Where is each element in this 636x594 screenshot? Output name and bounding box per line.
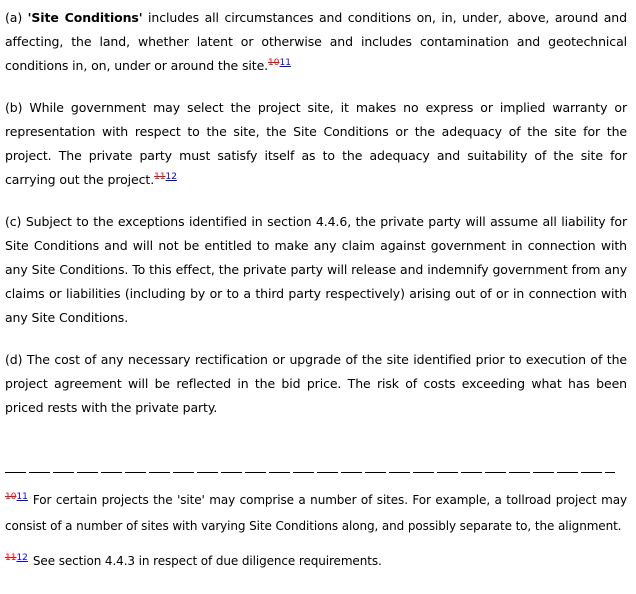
footnote-number-deleted: 10 [5,492,17,502]
footnote-number-inserted: 12 [16,553,28,563]
footnote-separator-line [5,472,615,473]
paragraph-b [5,96,627,192]
paragraph-a-defined-term: 'Site Conditions' [27,10,143,25]
footnote-ref-deleted: 11 [154,171,166,182]
footnote-1-text: For certain projects the 'site' may comprise a number of sites. For example, a tollroad project may consist of a number of sites with varying Site Conditions along, and possibly separate to, the alignment. [5,493,627,533]
footnote-number-inserted: 11 [16,492,28,502]
paragraph-a-text: includes all circumstances and conditions on, in, under, above, around and affecting, the land, whether latent or otherwise and includes contamination and geotechnical conditions in, on, under or around the site. [5,10,627,73]
footnote-ref-inserted: 11 [279,57,291,68]
paragraph-b-text: (b) While government may select the project site, it makes no express or implied warranty or representation with respect to the site, the Site Conditions or the adequacy of the site for the project. The private party must satisfy itself as to the adequacy and suitability of the site for carrying out the project. [5,100,627,187]
footnote-ref-deleted: 10 [268,57,280,68]
paragraph-a-label: (a) [5,10,28,25]
paragraph-c-text: (c) Subject to the exceptions identified in section 4.4.6, the private party will assume all liability for Site Conditions and will not be entitled to make any claim against government in connection with any Site Conditions. To this effect, the private party will release and indemnify government from any claims or liabilities (including by or to a third party respectively) arising out of or in connection with any Site Conditions. [5,214,627,325]
footnote-2 [5,548,627,574]
paragraph-d [5,348,627,420]
footnote-2-text: See section 4.4.3 in respect of due diligence requirements. [32,554,382,568]
footnote-number-deleted: 11 [5,553,17,563]
footnote-1 [5,487,627,539]
footnote-ref-inserted: 12 [165,171,177,182]
paragraph-c [5,210,627,330]
paragraph-a [5,6,627,78]
paragraph-d-text: (d) The cost of any necessary rectification or upgrade of the site identified prior to execution of the project agreement will be reflected in the bid price. The risk of costs exceeding what has been priced rests with the private party. [5,352,627,415]
